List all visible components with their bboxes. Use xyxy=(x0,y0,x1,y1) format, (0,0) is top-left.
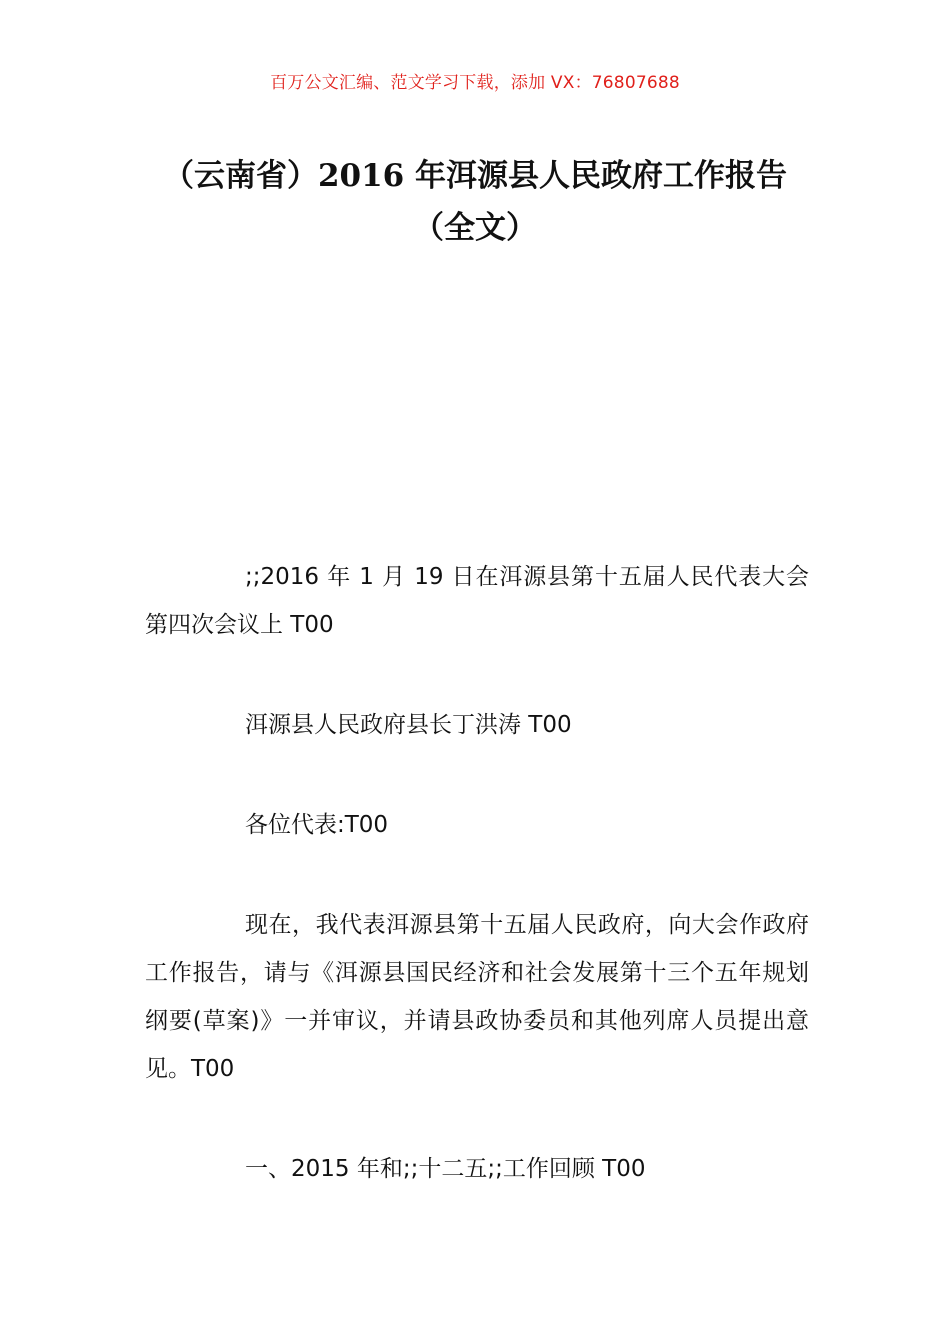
document-title: （云南省）2016 年洱源县人民政府工作报告（全文） xyxy=(162,158,788,246)
document-body xyxy=(145,553,809,1245)
header-note: 百万公文汇编、范文学习下载，添加 VX：76807688 xyxy=(270,73,680,93)
section-heading-review: 一、2015 年和;;十二五;;工作回顾 T00 xyxy=(245,1156,646,1182)
paragraph-salutation: 各位代表:T00 xyxy=(245,812,389,838)
paragraph-speaker: 洱源县人民政府县长丁洪涛 T00 xyxy=(245,712,572,738)
paragraph-meeting-info: ;;2016 年 1 月 19 日在洱源县第十五届人民代表大会第四次会议上 T00 xyxy=(145,564,809,638)
paragraph-introduction: 现在，我代表洱源县第十五届人民政府，向大会作政府工作报告，请与《洱源县国民经济和社会发展第十三个五年规划纲要(草案)》一并审议，并请县政协委员和其他列席人员提出意见。T00 xyxy=(145,912,809,1082)
